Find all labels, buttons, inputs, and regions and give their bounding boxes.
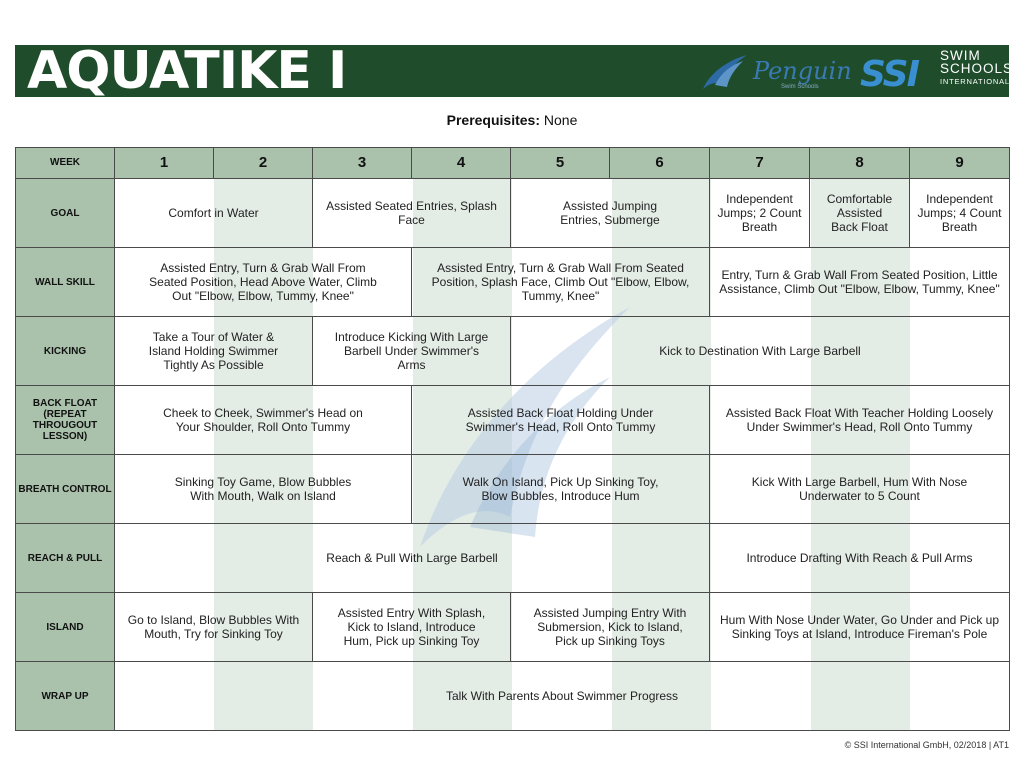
wall-skill-weeks-1-3: Assisted Entry, Turn & Grab Wall From Seated Position, Head Above Water, Climb Out "Elbow, Elbow, Tummy, Knee" bbox=[115, 248, 412, 317]
goal-weeks-1-2: Comfort in Water bbox=[115, 179, 313, 248]
breath-control-weeks-7-9: Kick With Large Barbell, Hum With Nose Underwater to 5 Count bbox=[710, 455, 1010, 524]
lesson-grid bbox=[15, 147, 1009, 731]
week-3-header: 3 bbox=[313, 148, 412, 179]
island-weeks-3-4: Assisted Entry With Splash, Kick to Island, Introduce Hum, Pick up Sinking Toy bbox=[313, 593, 511, 662]
title-banner bbox=[15, 41, 1014, 101]
breath-control-weeks-1-3: Sinking Toy Game, Blow Bubbles With Mouth, Walk on Island bbox=[115, 455, 412, 524]
week-9-header: 9 bbox=[910, 148, 1010, 179]
wall-skill-weeks-4-6: Assisted Entry, Turn & Grab Wall From Seated Position, Splash Face, Climb Out "Elbow, Elbow, Tummy, Knee" bbox=[412, 248, 710, 317]
curriculum-table bbox=[15, 147, 1010, 731]
row-label-wrap-up: WRAP UP bbox=[16, 662, 115, 731]
reach-pull-weeks-1-6: Reach & Pull With Large Barbell bbox=[115, 524, 710, 593]
prerequisites-label: Prerequisites: bbox=[446, 112, 540, 128]
ssi-logo-line2: SCHOOLS bbox=[940, 61, 1014, 76]
row-label-wall-skill: WALL SKILL bbox=[16, 248, 115, 317]
back-float-weeks-1-3: Cheek to Cheek, Swimmer's Head on Your Shoulder, Roll Onto Tummy bbox=[115, 386, 412, 455]
goal-week-7: Independent Jumps; 2 Count Breath bbox=[710, 179, 810, 248]
breath-control-row bbox=[16, 455, 1010, 524]
back-float-row bbox=[16, 386, 1010, 455]
back-float-weeks-4-6: Assisted Back Float Holding Under Swimmer's Head, Roll Onto Tummy bbox=[412, 386, 710, 455]
wall-skill-weeks-7-9: Entry, Turn & Grab Wall From Seated Position, Little Assistance, Climb Out "Elbow, Elbow, Tummy, Knee" bbox=[710, 248, 1010, 317]
week-8-header: 8 bbox=[810, 148, 910, 179]
goal-weeks-5-6: Assisted Jumping Entries, Submerge bbox=[511, 179, 710, 248]
week-6-header: 6 bbox=[610, 148, 710, 179]
kicking-row bbox=[16, 317, 1010, 386]
island-weeks-5-6: Assisted Jumping Entry With Submersion, Kick to Island, Pick up Sinking Toys bbox=[511, 593, 710, 662]
row-label-back-float: BACK FLOAT (REPEAT THROUGOUT LESSON) bbox=[16, 386, 115, 455]
island-row bbox=[16, 593, 1010, 662]
prerequisites-line bbox=[0, 112, 1024, 128]
copyright-footer: © SSI International GmbH, 02/2018 | AT1 bbox=[844, 740, 1009, 750]
week-4-header: 4 bbox=[412, 148, 511, 179]
week-5-header: 5 bbox=[511, 148, 610, 179]
row-label-reach-pull: REACH & PULL bbox=[16, 524, 115, 593]
island-weeks-1-2: Go to Island, Blow Bubbles With Mouth, Try for Sinking Toy bbox=[115, 593, 313, 662]
kicking-weeks-1-2: Take a Tour of Water & Island Holding Swimmer Tightly As Possible bbox=[115, 317, 313, 386]
penguin-logo-text: Penguin bbox=[753, 57, 852, 85]
ssi-logo-line1: SWIM bbox=[940, 48, 981, 63]
back-float-weeks-7-9: Assisted Back Float With Teacher Holding Loosely Under Swimmer's Head, Roll Onto Tummy bbox=[710, 386, 1010, 455]
penguin-logo-subtext: Swim Schools bbox=[781, 84, 819, 90]
page-title: AQUATIKE I bbox=[27, 41, 347, 101]
row-label-island: ISLAND bbox=[16, 593, 115, 662]
ssi-logo-wordmark bbox=[940, 49, 1013, 88]
goal-row bbox=[16, 179, 1010, 248]
wrap-up-weeks-1-9: Talk With Parents About Swimmer Progress bbox=[115, 662, 1010, 731]
reach-pull-weeks-7-9: Introduce Drafting With Reach & Pull Arms bbox=[710, 524, 1010, 593]
kicking-weeks-3-4: Introduce Kicking With Large Barbell Under Swimmer's Arms bbox=[313, 317, 511, 386]
penguin-logo bbox=[695, 51, 852, 93]
island-weeks-7-9: Hum With Nose Under Water, Go Under and Pick up Sinking Toys at Island, Introduce Fireman's Pole bbox=[710, 593, 1010, 662]
goal-weeks-3-4: Assisted Seated Entries, Splash Face bbox=[313, 179, 511, 248]
week-1-header: 1 bbox=[115, 148, 214, 179]
goal-week-9: Independent Jumps; 4 Count Breath bbox=[910, 179, 1010, 248]
prerequisites-value: None bbox=[543, 112, 578, 128]
week-2-header: 2 bbox=[214, 148, 313, 179]
row-label-kicking: KICKING bbox=[16, 317, 115, 386]
reach-pull-row bbox=[16, 524, 1010, 593]
penguin-icon bbox=[695, 51, 755, 93]
kicking-weeks-5-9: Kick to Destination With Large Barbell bbox=[511, 317, 1010, 386]
wrap-up-row bbox=[16, 662, 1010, 731]
ssi-logo-line3: INTERNATIONAL bbox=[940, 77, 1010, 86]
wall-skill-row bbox=[16, 248, 1010, 317]
svg-text:SSI: SSI bbox=[860, 54, 918, 91]
row-label-breath-control: BREATH CONTROL bbox=[16, 455, 115, 524]
goal-week-8: Comfortable Assisted Back Float bbox=[810, 179, 910, 248]
breath-control-weeks-4-6: Walk On Island, Pick Up Sinking Toy, Blow Bubbles, Introduce Hum bbox=[412, 455, 710, 524]
week-header-label: WEEK bbox=[16, 148, 115, 179]
week-7-header: 7 bbox=[710, 148, 810, 179]
row-label-goal: GOAL bbox=[16, 179, 115, 248]
ssi-logo-icon bbox=[860, 53, 938, 91]
